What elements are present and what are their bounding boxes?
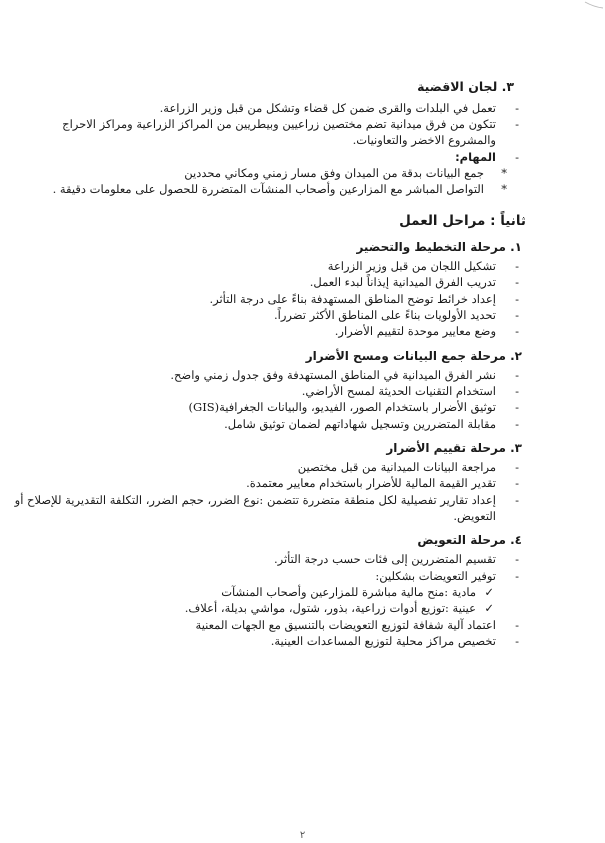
stage-items bbox=[14, 551, 570, 584]
stage-items bbox=[14, 258, 570, 340]
list-item: - تحديد الأولويات بناءً على المناطق الأكثر تضرراً. bbox=[14, 307, 570, 323]
list-item: - مراجعة البيانات الميدانية من قبل مختصين bbox=[14, 459, 570, 475]
tasks-list bbox=[14, 165, 570, 198]
stage-items bbox=[14, 459, 570, 524]
list-item: * جمع البيانات بدقة من الميدان وفق مسار زمني ومكاني محددين bbox=[14, 165, 570, 181]
list-item: - إعداد خرائط توضح المناطق المستهدفة بناءً على درجة التأثر. bbox=[14, 291, 570, 307]
list-item: - مقابلة المتضررين وتسجيل شهاداتهم لضمان توثيق شامل. bbox=[14, 416, 570, 432]
list-item: - إعداد تقارير تفصيلية لكل منطقة متضررة تتضمن :نوع الضرر، حجم الضرر، التكلفة التقديرية للإصلاح أو التعويض. bbox=[14, 492, 570, 525]
list-item: - توفير التعويضات بشكلين: bbox=[14, 568, 570, 584]
page-number: ٢ bbox=[299, 829, 306, 841]
stage-compensation bbox=[14, 532, 570, 649]
stage-title: ٢. مرحلة جمع البيانات ومسح الأضرار bbox=[305, 348, 522, 363]
list-item: - تشكيل اللجان من قبل وزير الزراعة bbox=[14, 258, 570, 274]
list-item: - توثيق الأضرار باستخدام الصور، الفيديو، والبيانات الجغرافية(GIS) bbox=[14, 399, 570, 415]
stage-items bbox=[14, 367, 570, 432]
list-item: * التواصل المباشر مع المزارعين وأصحاب المنشآت المتضررة للحصول على معلومات دقيقة . bbox=[14, 181, 570, 197]
stage-planning bbox=[14, 239, 570, 340]
page-corner-mark bbox=[583, 0, 605, 10]
list-item: - تقدير القيمة المالية للأضرار باستخدام معايير معتمدة. bbox=[14, 475, 570, 491]
stage-title: ١. مرحلة التخطيط والتحضير bbox=[356, 239, 522, 254]
list-item: - تخصيص مراكز محلية لتوزيع المساعدات العينية. bbox=[14, 633, 570, 649]
list-item: - استخدام التقنيات الحديثة لمسح الأراضي. bbox=[14, 383, 570, 399]
document-page bbox=[14, 78, 570, 649]
section-title: ٣. لجان الاقضية bbox=[417, 79, 514, 94]
check-item: ✓ مادية :منح مالية مباشرة للمزارعين وأصحاب المنشآت bbox=[14, 584, 570, 600]
part-title: ثانياً : مراحل العمل bbox=[399, 212, 526, 229]
list-item: - تدريب الفرق الميدانية إيذاناً لبدء العمل. bbox=[14, 274, 570, 290]
tasks-item bbox=[14, 149, 570, 165]
section-district-committees bbox=[14, 78, 570, 198]
tasks-label: المهام: bbox=[455, 149, 496, 164]
compensation-types-list bbox=[14, 584, 570, 617]
list-item: - وضع معايير موحدة لتقييم الأضرار. bbox=[14, 323, 570, 339]
list-item: - تتكون من فرق ميدانية تضم مختصين زراعيين وبيطريين من المراكز الزراعية ومراكز الاحراج والمشروع الاخضر والتعاونيات. bbox=[14, 116, 570, 149]
list-item: - نشر الفرق الميدانية في المناطق المستهدفة وفق جدول زمني واضح. bbox=[14, 367, 570, 383]
list-item: - تقسيم المتضررين إلى فئات حسب درجة التأثر. bbox=[14, 551, 570, 567]
stage-data-collection bbox=[14, 348, 570, 432]
stage-damage-assessment bbox=[14, 440, 570, 524]
list-item: - تعمل في البلدات والقرى ضمن كل قضاء وتشكل من قبل وزير الزراعة. bbox=[14, 100, 570, 116]
stage-title: ٣. مرحلة تقييم الأضرار bbox=[386, 440, 522, 455]
check-item: ✓ عينية :توزيع أدوات زراعية، بذور، شتول، مواشي بديلة، أعلاف. bbox=[14, 600, 570, 616]
stage-title: ٤. مرحلة التعويض bbox=[417, 533, 522, 548]
list-item: - اعتماد آلية شفافة لتوزيع التعويضات بالتنسيق مع الجهات المعنية bbox=[14, 617, 570, 633]
stage-items bbox=[14, 617, 570, 650]
committee-description-list bbox=[14, 100, 570, 165]
